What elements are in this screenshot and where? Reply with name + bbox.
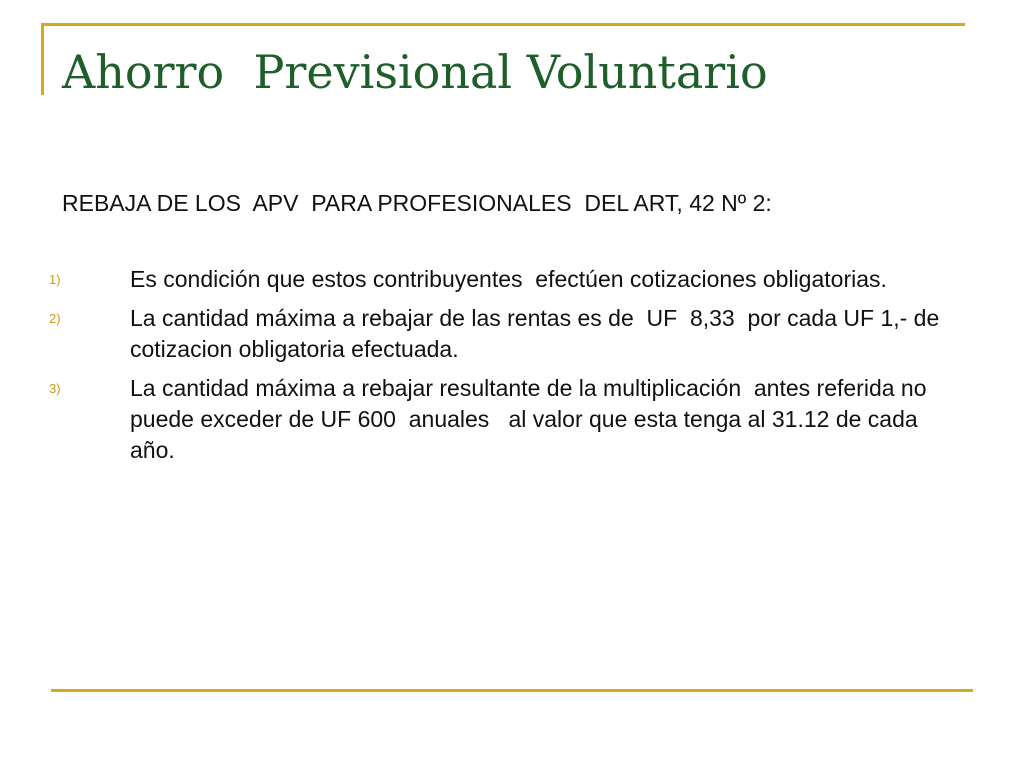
bottom-divider-line [51, 689, 973, 692]
list-item-text: Es condición que estos contribuyentes efectúen cotizaciones obligatorias. [130, 266, 887, 292]
list-item-number: 2) [49, 311, 61, 326]
list-item [49, 303, 962, 365]
list-item-number: 1) [49, 272, 61, 287]
numbered-list [49, 264, 962, 466]
list-item-number: 3) [49, 381, 61, 396]
top-divider-line [41, 23, 965, 26]
list-item-text: La cantidad máxima a rebajar de las rentas es de UF 8,33 por cada UF 1,- de cotizacion obligatoria efectuada. [130, 305, 946, 362]
slide-body [49, 188, 962, 474]
left-divider-line [41, 23, 44, 95]
list-item [49, 373, 962, 466]
list-item [49, 264, 962, 295]
list-item-text: La cantidad máxima a rebajar resultante de la multiplicación antes referida no puede exceder de UF 600 anuales al valor que esta tenga al 31.12 de cada año. [130, 375, 933, 463]
section-heading: REBAJA DE LOS APV PARA PROFESIONALES DEL ART, 42 Nº 2: [62, 190, 772, 216]
slide-title: Ahorro Previsional Voluntario [62, 45, 768, 99]
